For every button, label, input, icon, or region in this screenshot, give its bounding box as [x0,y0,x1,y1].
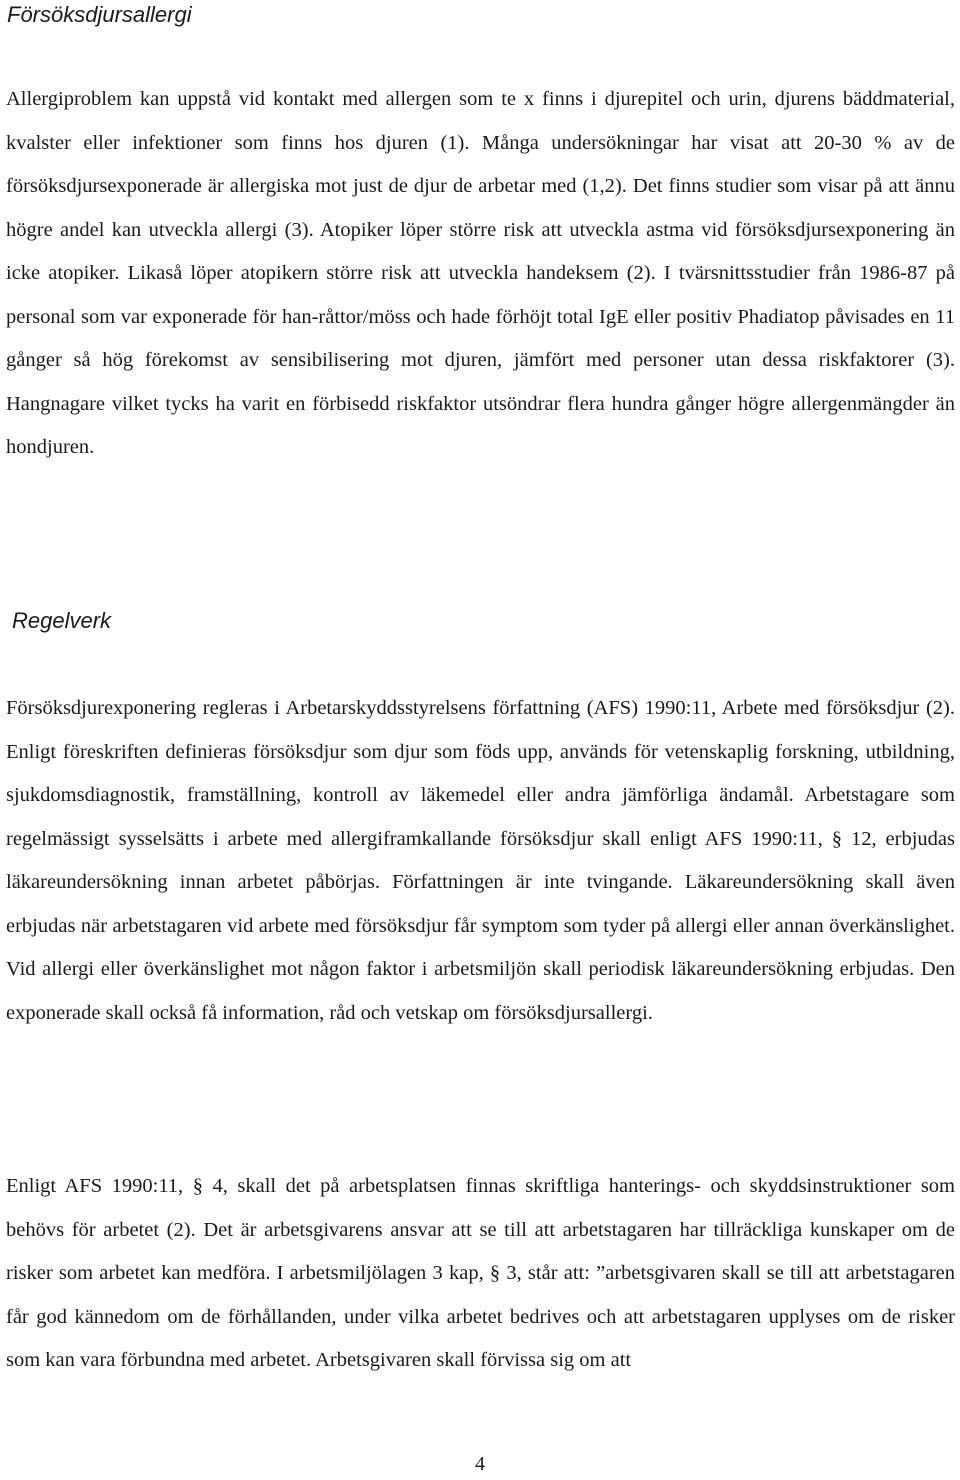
paragraph-regulations-2: Enligt AFS 1990:11, § 4, skall det på arbetsplatsen finnas skriftliga hanterings- och skyddsinstruktioner som behövs för arbetet (2). Det är arbetsgivarens ansvar att se till att arbetstagaren har tillräckliga kunskaper om de risker som arbetet kan medföra. I arbetsmiljölagen 3 kap, § 3, står att: ”arbetsgivaren skall se till att arbetstagaren får god kännedom om de förhållanden, under vilka arbetet bedrives och att arbetstagaren upplyses om de risker som kan vara förbundna med arbetet. Arbetsgivaren skall förvissa sig om att [6,1175,955,1371]
page-number: 4 [475,1453,485,1475]
paragraph-regulations-1: Försöksdjurexponering regleras i Arbetarskyddsstyrelsens författning (AFS) 1990:11, Arbete med försöksdjur (2). Enligt föreskriften definieras försöksdjur som djur som föds upp, används för vetenskaplig forskning, utbildning, sjukdomsdiagnostik, framställning, kontroll av läkemedel eller andra jämförliga ändamål. Arbetstagare som regelmässigt sysselsätts i arbete med allergiframkallande försöksdjur skall enligt AFS 1990:11, § 12, erbjudas läkareundersökning innan arbetet påbörjas. Författningen är inte tvingande. Läkareundersökning skall även erbjudas när arbetstagaren vid arbete med försöksdjur får symptom som tyder på allergi eller annan överkänslighet. Vid allergi eller överkänslighet mot någon faktor i arbetsmiljön skall periodisk läkareundersökning erbjudas. Den exponerade skall också få information, råd och vetskap om försöksdjursallergi. [6,697,955,1024]
paragraph-allergy: Allergiproblem kan uppstå vid kontakt med allergen som te x finns i djurepitel och urin, djurens bäddmaterial, kvalster eller infektioner som finns hos djuren (1). Många undersökningar har visat att 20-30 % av de försöksdjursexponerade är allergiska mot just de djur de arbetar med (1,2). Det finns studier som visar på att ännu högre andel kan utveckla allergi (3). Atopiker löper större risk att utveckla astma vid försöksdjursexponering än icke atopiker. Likaså löper atopikern större risk att utveckla handeksem (2). I tvärsnittsstudier från 1986-87 på personal som var exponerade för han-råttor/möss och hade förhöjt total IgE eller positiv Phadiatop påvisades en 11 gånger så hög förekomst av sensibilisering mot djuren, jämfört med personer utan dessa riskfaktorer (3). Hangnagare vilket tycks ha varit en förbisedd riskfaktor utsöndrar flera hundra gånger högre allergenmängder än hondjuren. [6,88,955,458]
section-heading-regulations: Regelverk [12,608,112,633]
section-heading-allergy: Försöksdjursallergi [7,2,192,27]
